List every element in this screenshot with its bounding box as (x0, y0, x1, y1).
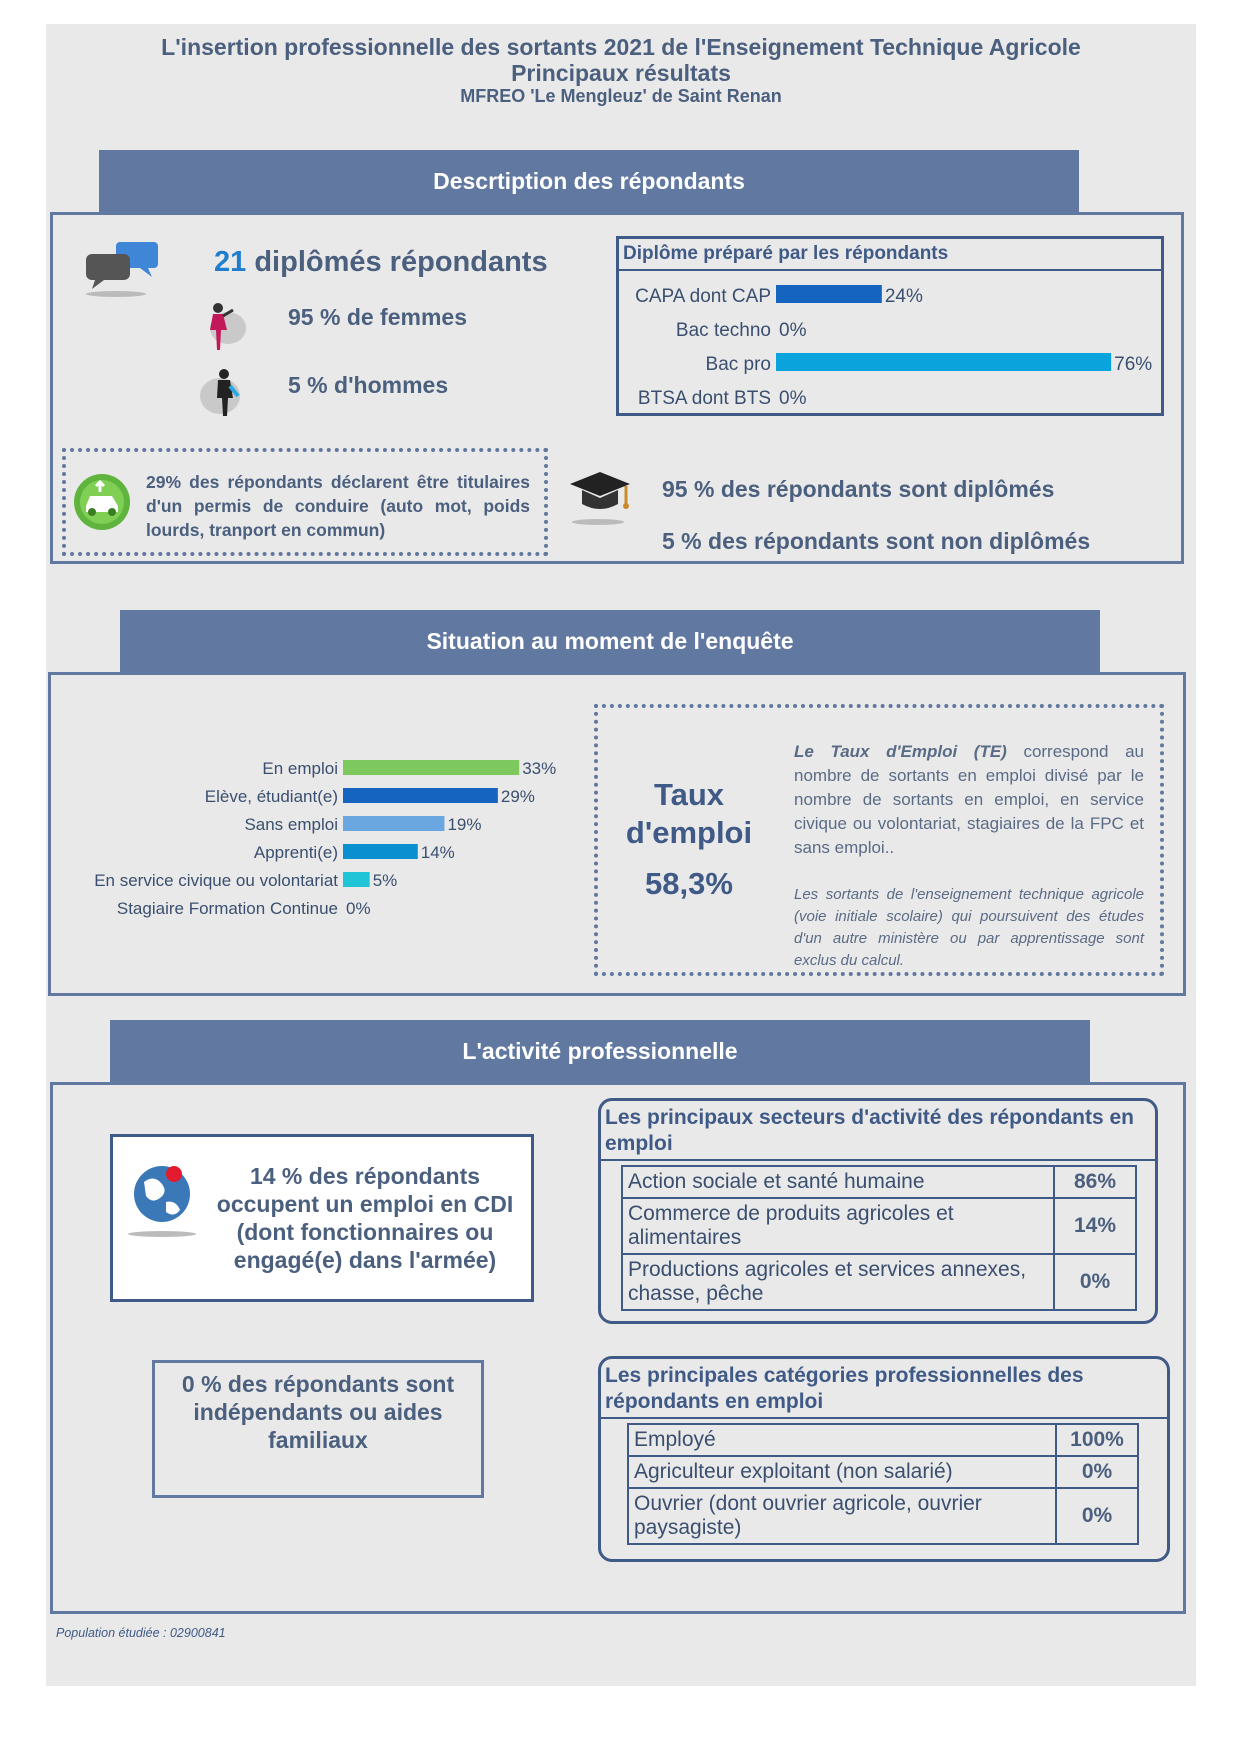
situation-bar (343, 788, 498, 803)
category-value: 0% (1056, 1456, 1138, 1488)
speech-bubbles-icon (82, 236, 160, 298)
diploma-value-label: 24% (884, 286, 923, 307)
cdi-text: 14 % des répondants occupent un emploi en CDI (dont fonctionnaires ou engagé(e) dans l'armée) (216, 1163, 514, 1273)
situation-value-label: 14% (420, 843, 455, 862)
table-row (628, 1456, 1138, 1488)
respondents-count-line (214, 246, 548, 279)
graduation-cap-icon (566, 464, 636, 526)
categories-title: Les principales catégories professionnelles des répondants en emploi (601, 1359, 1167, 1419)
sector-value: 86% (1054, 1166, 1136, 1198)
situation-bar (343, 872, 370, 887)
situation-bar (343, 760, 519, 775)
sector-label: Productions agricoles et services annexes, chasse, pêche (622, 1254, 1054, 1310)
report-subtitle: Principaux résultats (511, 60, 731, 86)
employment-rate-value: 58,3% (645, 866, 733, 901)
diploma-category-label: BTSA dont BTS (637, 388, 771, 409)
employment-rate-title-line-1: Taux (653, 777, 725, 812)
woman-figure-icon (198, 300, 248, 354)
category-label: Ouvrier (dont ouvrier agricole, ouvrier paysagiste) (628, 1488, 1056, 1544)
situation-category-label: Elève, étudiant(e) (204, 787, 338, 806)
situation-chart (56, 724, 596, 918)
sector-label: Action sociale et santé humaine (622, 1166, 1054, 1198)
employment-rate-definition-lead: Le Taux d'Emploi (TE) (794, 742, 1007, 761)
sector-value: 14% (1054, 1198, 1136, 1254)
table-row (628, 1424, 1138, 1456)
independent-text: 0 % des répondants sont indépendants ou aides familiaux (181, 1371, 455, 1453)
man-figure-icon (198, 366, 248, 420)
sectors-title: Les principaux secteurs d'activité des répondants en emploi (601, 1101, 1155, 1161)
diploma-category-label: Bac techno (675, 320, 771, 341)
diploma-category-label: Bac pro (705, 354, 771, 375)
men-share: 5 % d'hommes (288, 372, 449, 398)
sectors-panel (598, 1098, 1158, 1324)
globe-icon (126, 1158, 198, 1238)
situation-value-label: 33% (522, 759, 557, 778)
situation-category-label: Apprenti(e) (253, 843, 338, 862)
situation-bar (343, 844, 418, 859)
employment-rate-title-line-2: d'emploi (625, 815, 753, 850)
sectors-table (621, 1165, 1137, 1311)
establishment-name: MFREO 'Le Mengleuz' de Saint Renan (460, 86, 782, 106)
employment-rate-note: Les sortants de l'enseignement technique agricole (voie initiale scolaire) qui poursuivent des études d'un autre ministère ou par apprentissage sont exclus du calcul. (794, 886, 1144, 969)
diploma-bar (776, 353, 1111, 371)
table-row (628, 1488, 1138, 1544)
not-graduated-share: 5 % des répondants sont non diplômés (662, 528, 1091, 554)
driving-licence-text: 29% des répondants déclarent être titulaires d'un permis de conduire (auto mot, poids lourds, tranport en commun) (146, 472, 530, 540)
employment-rate-title (614, 776, 764, 852)
situation-value-label: 5% (372, 871, 398, 890)
categories-panel (598, 1356, 1170, 1562)
section-banner-description: Descrtiption des répondants (99, 150, 1079, 212)
employment-rate-definition (794, 740, 1144, 860)
diploma-value-label: 0% (779, 388, 807, 409)
category-value: 100% (1056, 1424, 1138, 1456)
women-share: 95 % de femmes (288, 304, 467, 330)
situation-category-label: En emploi (262, 759, 338, 778)
situation-bar (343, 816, 444, 831)
category-label: Agriculteur exploitant (non salarié) (628, 1456, 1056, 1488)
respondents-label: diplômés répondants (254, 246, 548, 278)
population-footnote: Population étudiée : 02900841 (56, 1626, 226, 1640)
graduated-share: 95 % des répondants sont diplômés (662, 476, 1055, 502)
report-title: L'insertion professionnelle des sortants 2021 de l'Enseignement Technique Agricole (161, 34, 1081, 60)
sector-label: Commerce de produits agricoles et alimentaires (622, 1198, 1054, 1254)
diploma-chart (616, 236, 1164, 416)
section-banner-activity: L'activité professionnelle (110, 1020, 1090, 1082)
sector-value: 0% (1054, 1254, 1136, 1310)
diploma-value-label: 76% (1114, 354, 1153, 375)
categories-table (627, 1423, 1139, 1545)
diploma-category-label: CAPA dont CAP (635, 286, 771, 307)
diploma-chart-plot (619, 275, 1161, 415)
employment-rate-definition-rest: correspond au nombre de sortants en emploi divisé par le nombre de sortants en emploi, en service civique ou volontariat, stagiaires de la FPC et sans emploi.. (794, 742, 1145, 857)
category-value: 0% (1056, 1488, 1138, 1544)
table-row (622, 1254, 1136, 1310)
report-page (46, 24, 1196, 1686)
category-label: Employé (628, 1424, 1056, 1456)
diploma-chart-title: Diplôme préparé par les répondants (619, 239, 1161, 271)
car-icon (72, 472, 132, 532)
situation-value-label: 29% (500, 787, 535, 806)
table-row (622, 1198, 1136, 1254)
situation-value-label: 0% (346, 899, 371, 918)
situation-category-label: En service civique ou volontariat (94, 871, 338, 890)
diploma-value-label: 0% (779, 320, 807, 341)
respondents-count: 21 (214, 246, 247, 278)
diploma-bar (776, 285, 882, 303)
situation-category-label: Stagiaire Formation Continue (116, 899, 338, 918)
situation-value-label: 19% (447, 815, 482, 834)
section-banner-situation: Situation au moment de l'enquête (120, 610, 1100, 672)
table-row (622, 1166, 1136, 1198)
situation-category-label: Sans emploi (244, 815, 338, 834)
